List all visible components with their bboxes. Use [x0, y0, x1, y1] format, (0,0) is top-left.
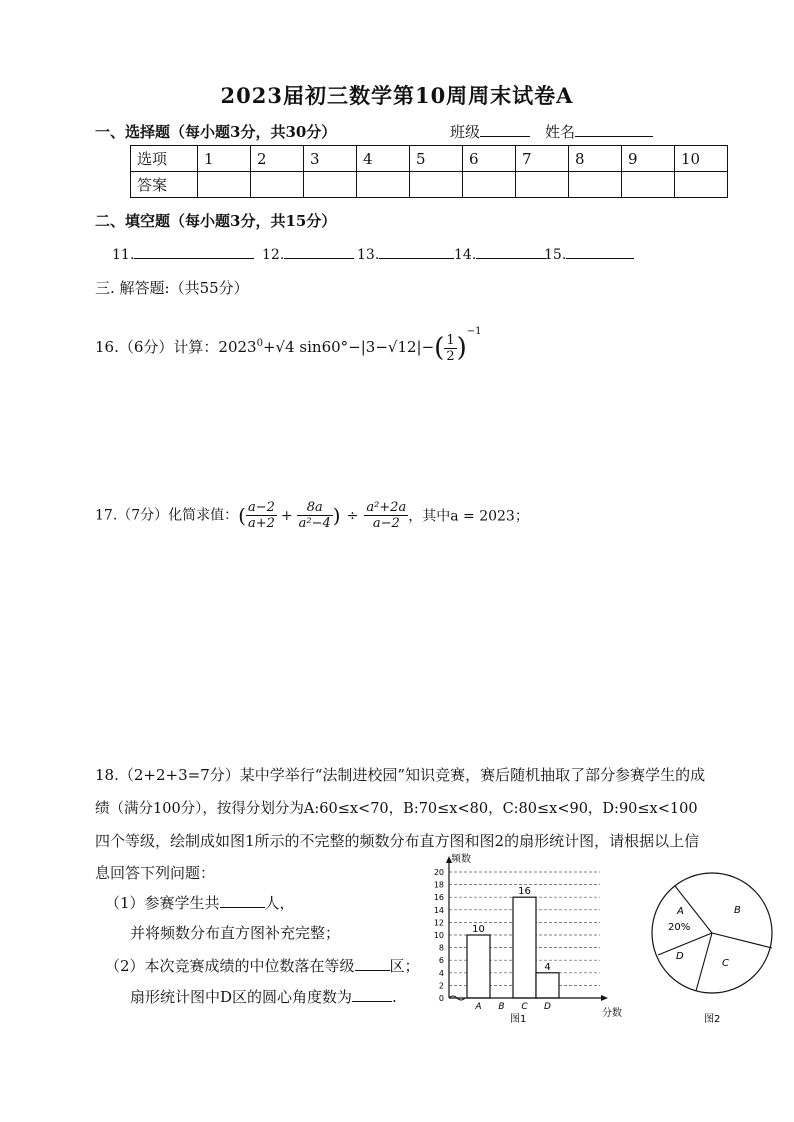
bar-value-label: 10: [472, 924, 485, 935]
question-16: 16.（6分）计算：$2023^0+√4$ sin60°−|3−√12|−( $\frac{1}{2}$ )$^{-1}$: [95, 326, 482, 364]
q18-line-4: 息回答下列问题：: [95, 864, 216, 882]
q17-fraction-2: $\frac{8a}{\text{a²−4}}$: [298, 500, 331, 531]
fill-label: 12.: [262, 247, 285, 263]
figure-2-caption: 图2: [704, 1014, 721, 1025]
col-header: 2: [251, 146, 304, 172]
bar-value-label: 16: [518, 886, 531, 898]
pie-label-a-percent: 20%: [668, 922, 691, 933]
col-header: 5: [410, 146, 463, 172]
y-tick-label: 6: [438, 956, 444, 966]
col-header: 8: [569, 146, 622, 172]
pie-divider-bc: [712, 933, 772, 948]
y-axis-label: 频数: [451, 854, 471, 865]
q16-fraction: $\frac{1}{2}$: [446, 332, 455, 364]
fill-blank-13[interactable]: [357, 244, 454, 263]
histogram-y-ticks: [434, 868, 444, 1003]
y-tick-label: 18: [433, 880, 444, 890]
q16-base: 2023: [218, 338, 257, 356]
fill-line[interactable]: [476, 244, 546, 259]
q16-expr: +√4 sin60°−|3−√12|−: [262, 338, 435, 356]
pie-divider-cd: [696, 933, 712, 991]
q16-label: 16.（6分）计算：: [95, 338, 219, 356]
class-field[interactable]: [450, 121, 530, 142]
pie-label-a: A: [677, 906, 684, 917]
q16-exp-b: −1: [466, 326, 482, 337]
fill-label: 13.: [357, 247, 380, 263]
col-header: 6: [463, 146, 516, 172]
fill-blank-14[interactable]: [454, 244, 546, 263]
fill-blank-12[interactable]: [262, 244, 354, 263]
fill-line[interactable]: [379, 244, 454, 259]
histogram-x-labels: [474, 1002, 551, 1012]
q18-p2-suffix: 区；: [389, 957, 420, 975]
q17-tail: ，其中a = 2023；: [408, 508, 529, 525]
q18-part-2: [105, 955, 420, 976]
fill-line[interactable]: [134, 244, 254, 259]
answer-cell[interactable]: [198, 172, 251, 198]
y-tick-label: 14: [433, 905, 444, 915]
fill-blank-11[interactable]: [112, 244, 254, 263]
bar-d: [536, 973, 559, 998]
bar-a: [467, 935, 490, 998]
page-title: 2023届初三数学第10周周末试卷A: [220, 83, 574, 108]
section2-heading: 二、填空题（每小题3分，共15分）: [95, 212, 337, 230]
answer-cell[interactable]: [675, 172, 728, 198]
y-tick-label: 4: [438, 968, 444, 978]
fill-label: 11.: [112, 247, 135, 263]
q18-p1-text: （1）参赛学生共: [105, 894, 220, 912]
answer-cell[interactable]: [622, 172, 675, 198]
answer-cell[interactable]: [357, 172, 410, 198]
section3-heading: 三. 解答题:（共55分）: [95, 279, 249, 297]
y-tick-label: 2: [438, 981, 444, 991]
q18-line-3: 四个等级，绘制成如图1所示的不完整的频数分布直方图和图2的扇形统计图，请根据以上信: [95, 832, 700, 850]
q18-p2-blank[interactable]: [355, 956, 390, 971]
pie-figure-2: [650, 858, 780, 1028]
x-tick-label: A: [475, 1002, 482, 1012]
q18-p1-suffix: 人，: [264, 894, 295, 912]
x-tick-label: D: [544, 1002, 551, 1012]
answer-cell[interactable]: [569, 172, 622, 198]
fill-blank-15[interactable]: [544, 244, 634, 263]
fill-label: 15.: [544, 247, 567, 263]
q18-p2-text: （2）本次竞赛成绩的中位数落在等级: [105, 957, 355, 975]
q18-line-1: 18.（2+2+3=7分）某中学举行“法制进校园”知识竞赛，赛后随机抽取了部分参赛学生的成: [95, 766, 706, 784]
col-header: 9: [622, 146, 675, 172]
answer-cell[interactable]: [410, 172, 463, 198]
bar-c: [513, 897, 536, 998]
x-tick-label: B: [498, 1002, 505, 1012]
figure-1-caption: 图1: [510, 1014, 527, 1025]
section1-heading: 一、选择题（每小题3分，共30分）: [95, 123, 337, 141]
row-label-answers: 答案: [131, 172, 198, 198]
q16-exp-a: 0: [256, 338, 263, 349]
col-header: 7: [516, 146, 569, 172]
col-header: 10: [675, 146, 728, 172]
pie-divider-da: [658, 933, 712, 955]
col-header: 1: [198, 146, 251, 172]
histogram-figure-1: [422, 850, 632, 1025]
q18-p1-blank[interactable]: [220, 893, 265, 908]
col-header: 4: [357, 146, 410, 172]
q18-p2c-suffix: .: [392, 988, 397, 1006]
row-label-options: 选项: [131, 146, 198, 172]
q18-part-1: [105, 892, 295, 913]
y-tick-label: 20: [433, 868, 444, 877]
q17-fraction-1: $\frac{a-2}{a+2}$: [247, 500, 275, 531]
q18-part-2-cont: [130, 986, 397, 1007]
pie-label-c: C: [722, 958, 729, 969]
answer-cell[interactable]: [304, 172, 357, 198]
class-label: 班级: [450, 123, 481, 141]
y-tick-label: 16: [433, 893, 444, 903]
x-tick-label: C: [521, 1002, 528, 1012]
name-field[interactable]: [545, 121, 653, 142]
fill-line[interactable]: [284, 244, 354, 259]
pie-label-b: B: [734, 905, 741, 916]
x-axis-label: 分数: [602, 1008, 622, 1019]
answer-cell[interactable]: [463, 172, 516, 198]
q17-fraction-3: $\frac{\text{a²+2a}}{a-2}$: [366, 500, 407, 531]
col-header: 3: [304, 146, 357, 172]
y-tick-label: 0: [438, 994, 444, 1003]
name-blank[interactable]: [575, 122, 653, 137]
table-row-options: [131, 146, 728, 172]
fill-line[interactable]: [566, 244, 634, 259]
bar-value-label: 4: [544, 961, 551, 973]
q18-part-1-cont: 并将频数分布直方图补充完整；: [130, 924, 341, 942]
histogram-bars: [467, 886, 559, 998]
q17-label: 17.（7分）化简求值：: [95, 507, 239, 524]
question-17: 17.（7分）化简求值：( $\frac{a-2}{a+2}$ + $\frac{8a}{\text{a²−4}}$ ) ÷ $\frac{\text{a²+2a}}{a-2}$ ，其中a = 2023；: [95, 500, 529, 531]
q18-p2c-blank[interactable]: [352, 987, 392, 1002]
class-blank[interactable]: [480, 122, 530, 137]
x-axis-arrow: [601, 995, 608, 1001]
q18-p2c-text: 扇形统计图中D区的圆心角度数为: [130, 988, 353, 1006]
answer-table: [130, 145, 728, 198]
pie-label-d: D: [676, 951, 684, 962]
y-tick-label: 12: [433, 918, 444, 928]
name-label: 姓名: [545, 123, 576, 141]
table-row-answers: [131, 172, 728, 198]
y-tick-label: 10: [433, 931, 444, 940]
q18-line-2: 绩（满分100分），按得分划分为A:60≤x<70，B:70≤x<80，C:80≤x<90，D:90≤x<100: [95, 801, 698, 817]
fill-label: 14.: [454, 247, 477, 263]
answer-cell[interactable]: [251, 172, 304, 198]
answer-cell[interactable]: [516, 172, 569, 198]
y-tick-label: 8: [438, 943, 444, 953]
